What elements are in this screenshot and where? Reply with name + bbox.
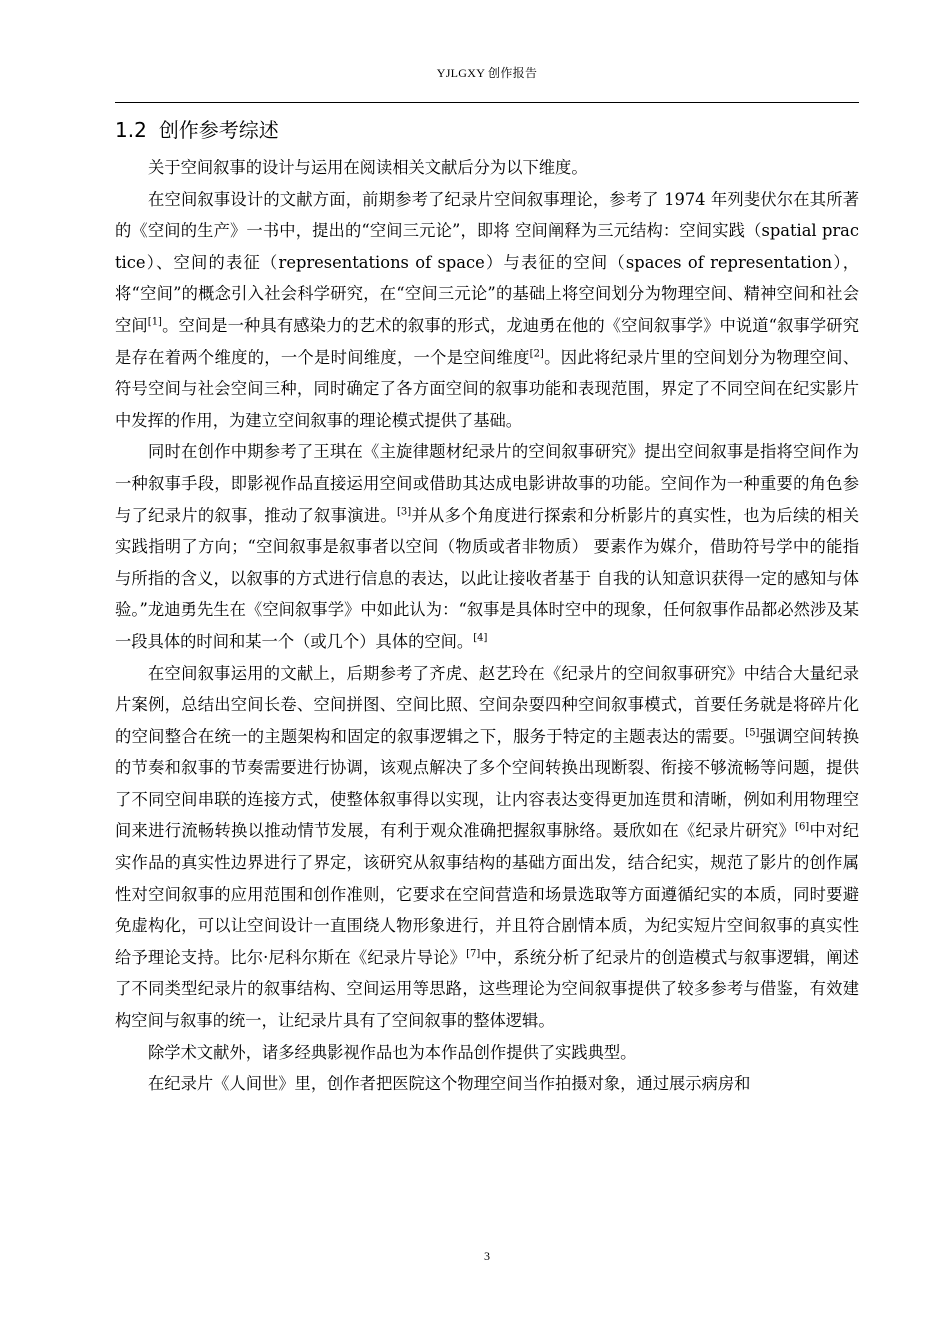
paragraph-text: 强调空间转换的节奏和叙事的节奏需要进行协调，该观点解决了多个空间转换出现断裂、衔接不够流畅等问题，提供了不同空间串联的连接方式，使整体叙事得以实现，让内容表达变得更加连贯和清晰，例如利用物理空间来进行流畅转换以推动情节发展，有利于观众准确把握叙事脉络。聂欣如在《纪录片研究》 <box>115 726 859 841</box>
page-number: 3 <box>484 1249 490 1263</box>
citation-ref: [7] <box>466 948 481 960</box>
paragraph <box>115 1037 859 1069</box>
paragraph-text: 关于空间叙事的设计与运用在阅读相关文献后分为以下维度。 <box>148 158 588 177</box>
paragraph <box>115 1068 859 1100</box>
citation-ref: [1] <box>147 316 162 328</box>
running-header: YJLGXY 创作报告 <box>436 66 538 80</box>
section-title: 创作参考综述 <box>158 118 279 142</box>
citation-ref: [2] <box>529 348 544 360</box>
citation-ref: [3] <box>396 506 412 518</box>
citation-ref: [5] <box>745 727 760 739</box>
paragraph-text: 。因此将纪录片里的空间划分为物理空间、符号空间与社会空间三种，同时确定了各方面空间的叙事功能和表现范围，界定了不同空间在纪实影片中发挥的作用，为建立空间叙事的理论模式提供了基础。 <box>115 347 859 430</box>
paragraph-text: 中对纪实作品的真实性边界进行了界定，该研究从叙事结构的基础方面出发，结合纪实，规范了影片的创作属性对空间叙事的应用范围和创作准则，它要求在空间营造和场景选取等方面遵循纪实的本质，同时要避免虚构化，可以让空间设计一直围绕人物形象进行，并且符合剧情本质，为纪实短片空间叙事的真实性给予理论支持。比尔·尼科尔斯在《纪录片导论》 <box>115 821 859 967</box>
paragraph-text: 。空间是一种具有感染力的艺术的叙事的形式，龙迪勇在他的《空间叙事学》中说道“叙事学研究是存在着两个维度的，一个是时间维度，一个是空间维度 <box>115 315 859 367</box>
paragraph-text: 除学术文献外，诸多经典影视作品也为本作品创作提供了实践典型。 <box>148 1042 637 1062</box>
paragraph-text: 同时在创作中期参考了王琪在《主旋律题材纪录片的空间叙事研究》提出空间叙事是指将空间作为一种叙事手段，即影视作品直接运用空间或借助其达成电影讲故事的功能。空间作为一种重要的角色参与了纪录片的叙事，推动了叙事演进。 <box>115 442 859 525</box>
section-heading <box>115 114 859 146</box>
citation-ref: [6] <box>795 822 810 834</box>
paragraph-text: 中，系统分析了纪录片的创造模式与叙事逻辑，阐述了不同类型纪录片的叙事结构、空间运用等思路，这些理论为空间叙事提供了较多参考与借鉴，有效建构空间与叙事的统一，让纪录片具有了空间叙事的整体逻辑。 <box>115 947 859 1031</box>
paragraph <box>115 184 859 437</box>
body-text <box>115 152 859 1100</box>
header-rule <box>115 102 859 103</box>
paragraph <box>115 152 859 184</box>
citation-ref: [4] <box>473 632 488 644</box>
paragraph <box>115 658 859 1037</box>
paragraph-text: 在纪录片《人间世》里，创作者把医院这个物理空间当作拍摄对象，通过展示病房和 <box>148 1074 751 1094</box>
paragraph-text: 在空间叙事运用的文献上，后期参考了齐虎、赵艺玲在《纪录片的空间叙事研究》中结合大量纪录片案例，总结出空间长卷、空间拼图、空间比照、空间杂耍四种空间叙事模式，首要任务就是将碎片化的空间整合在统一的主题架构和固定的叙事逻辑之下，服务于特定的主题表达的需要。 <box>115 663 859 746</box>
paragraph <box>115 436 859 657</box>
paragraph-text: 并从多个角度进行探索和分析影片的真实性，也为后续的相关实践指明了方向；“空间叙事是叙事者以空间（物质或者非物质） 要素作为媒介，借助符号学中的能指与所指的含义，以叙事的方式进行信息的表达，以此让接收者基于 自我的认知意识获得一定的感知与体验。”龙迪勇先生在《空间叙事学》中如此认为：“叙事是具体时空中的现象，任何叙事作品都必然涉及某一段具体的时间和某一个（或几个）具体的空间。 <box>115 505 859 651</box>
paragraph-text: 在空间叙事设计的文献方面，前期参考了纪录片空间叙事理论，参考了 1974 年列斐伏尔在其所著的《空间的生产》一书中，提出的“空间三元论”，即将 空间阐释为三元结构：空间实践（spatial practice）、空间的表征（representations of space）与表征的空间（spaces of representation），将“空间”的概念引入社会科学研究，在“空间三元论”的基础上将空间划分为物理空间、精神空间和社会空间 <box>115 189 859 335</box>
section-number: 1.2 <box>115 118 147 142</box>
